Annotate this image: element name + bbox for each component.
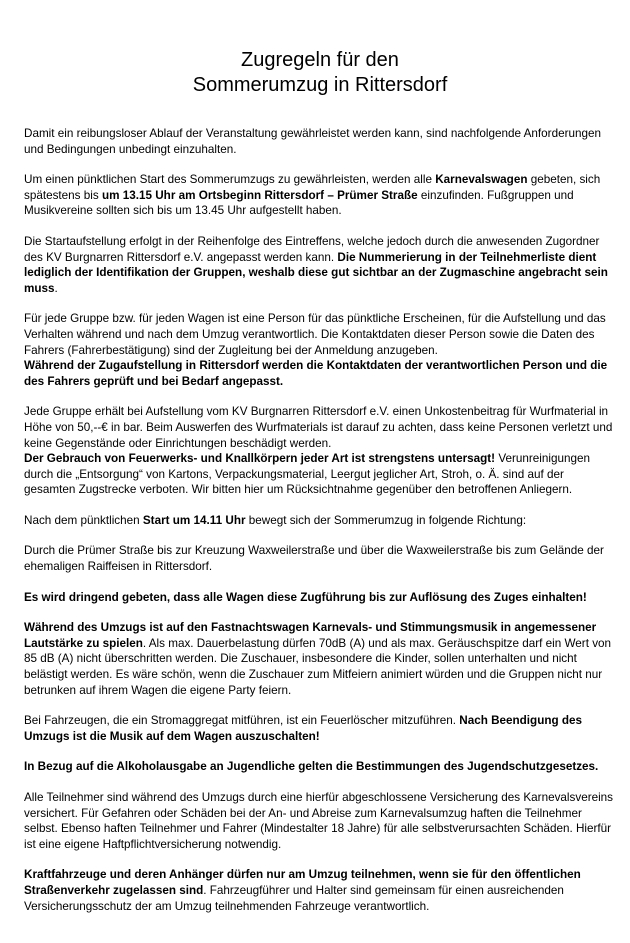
paragraph-arrival: Um einen pünktlichen Start des Sommerumzugs zu gewährleisten, werden alle Karnevalswagen gebeten, sich spätestens bis um 13.15 Uhr am Ortsbeginn Rittersdorf – Prümer Straße einzufinden. Fußgruppen und Musikvereine sollten sich bis um 13.45 Uhr aufgestellt haben. <box>24 173 601 218</box>
paragraph-start-time: Nach dem pünktlichen Start um 14.11 Uhr bewegt sich der Sommerumzug in folgende Richtung: <box>24 513 527 527</box>
paragraph-intro: Damit ein reibungsloser Ablauf der Veranstaltung gewährleistet werden kann, sind nachfolgende Anforderungen und Bedingungen unbedingt einzuhalten. <box>24 127 601 156</box>
paragraph-throw-material: Jede Gruppe erhält bei Aufstellung vom KV Burgnarren Rittersdorf e.V. einen Unkostenbeitrag für Wurfmaterial in Höhe von 50,--€ in bar. Beim Auswerfen des Wurfmaterials ist darauf zu achten, dass keine Personen verletzt und keine Gegenstände oder Einrichtungen beschädigt werden. Der Gebrauch von Feuerwerks- und Knallkörpern jeder Art ist strengstens untersagt! Verunreinigungen durch die „Entsorgung“ von Kartons, Verpackungsmaterial, Leergut jeglicher Art, Stroh, o. Ä. sind auf der gesamten Zugstrecke verboten. Wir bitten hier um Rücksichtnahme gegenüber den betroffenen Anliegern. <box>24 405 613 497</box>
paragraph-route-request: Es wird dringend gebeten, dass alle Wagen diese Zugführung bis zur Auflösung des Zuges einhalten! <box>24 590 587 604</box>
title-line-1: Zugregeln für den <box>241 49 399 71</box>
paragraph-music: Während des Umzugs ist auf den Fastnachtswagen Karnevals- und Stimmungsmusik in angemessener Lautstärke zu spielen. Als max. Dauerbelastung dürfen 70dB (A) und als max. Geräuschspitze darf ein Wert von 85 dB (A) nicht überschritten werden. Die Zuschauer, insbesondere die Kinder, sollen unterhalten und nicht belästigt werden. Es wäre schön, wenn die Zuschauer zum Mitfeiern animiert würden und die Gruppen nicht nur betrunken auf ihrem Wagen die eigene Party feiern. <box>24 621 612 697</box>
title-line-2: Sommerumzug in Rittersdorf <box>192 74 448 96</box>
paragraph-vehicles: Kraftfahrzeuge und deren Anhänger dürfen nur am Umzug teilnehmen, wenn sie für den öffentlichen Straßenverkehr zugelassen sind. Fahrzeugführer und Halter sind gemeinsam für einen ausreichenden Versicherungsschutz der am Umzug teilnehmenden Fahrzeuge verantwortlich. <box>24 868 581 913</box>
paragraph-start-order: Die Startaufstellung erfolgt in der Reihenfolge des Eintreffens, welche jedoch durch die anwesenden Zugordner des KV Burgnarren Rittersdorf e.V. angepasst werden kann. Die Nummerierung in der Teilnehmerliste dient lediglich der Identifikation der Gruppen, weshalb diese gut sichtbar an der Zugmaschine angebracht sein muss. <box>24 234 608 295</box>
paragraph-route: Durch die Prümer Straße bis zur Kreuzung Waxweilerstraße und über die Waxweilerstraße bis zum Gelände der ehemaligen Raiffeisen in Rittersdorf. <box>24 544 604 574</box>
paragraph-alcohol: In Bezug auf die Alkoholausgabe an Jugendliche gelten die Bestimmungen des Jugendschutzgesetzes. <box>24 760 599 774</box>
paragraph-responsible-person: Für jede Gruppe bzw. für jeden Wagen ist eine Person für das pünktliche Erscheinen, für die Aufstellung und das Verhalten während und nach dem Umzug verantwortlich. Die Kontaktdaten dieser Person sowie die Daten des Fahrers (Fahrerbestätigung) sind der Zugleitung bei der Anmeldung anzugeben. Während der Zugaufstellung in Rittersdorf werden die Kontaktdaten der verantwortlichen Person und die des Fahrers geprüft und bei Bedarf angepasst. <box>24 312 608 388</box>
paragraph-fire-extinguisher: Bei Fahrzeugen, die ein Stromaggregat mitführen, ist ein Feuerlöscher mitzuführen. Nach Beendigung des Umzugs ist die Musik auf dem Wagen auszuschalten! <box>24 714 583 743</box>
paragraph-insurance: Alle Teilnehmer sind während des Umzugs durch eine hierfür abgeschlossene Versicherung des Karnevalsvereins versichert. Für Gefahren oder Schäden bei der An- und Abreise zum Karnevalsumzug haften die Teilnehmer selbst. Ebenso haften Teilnehmer und Fahrer (Mindestalter 18 Jahre) für alle selbstverursachten Schäden. Hierfür ist eine eigene Haftpflichtversicherung notwendig. <box>24 791 614 851</box>
page-title <box>24 48 616 98</box>
